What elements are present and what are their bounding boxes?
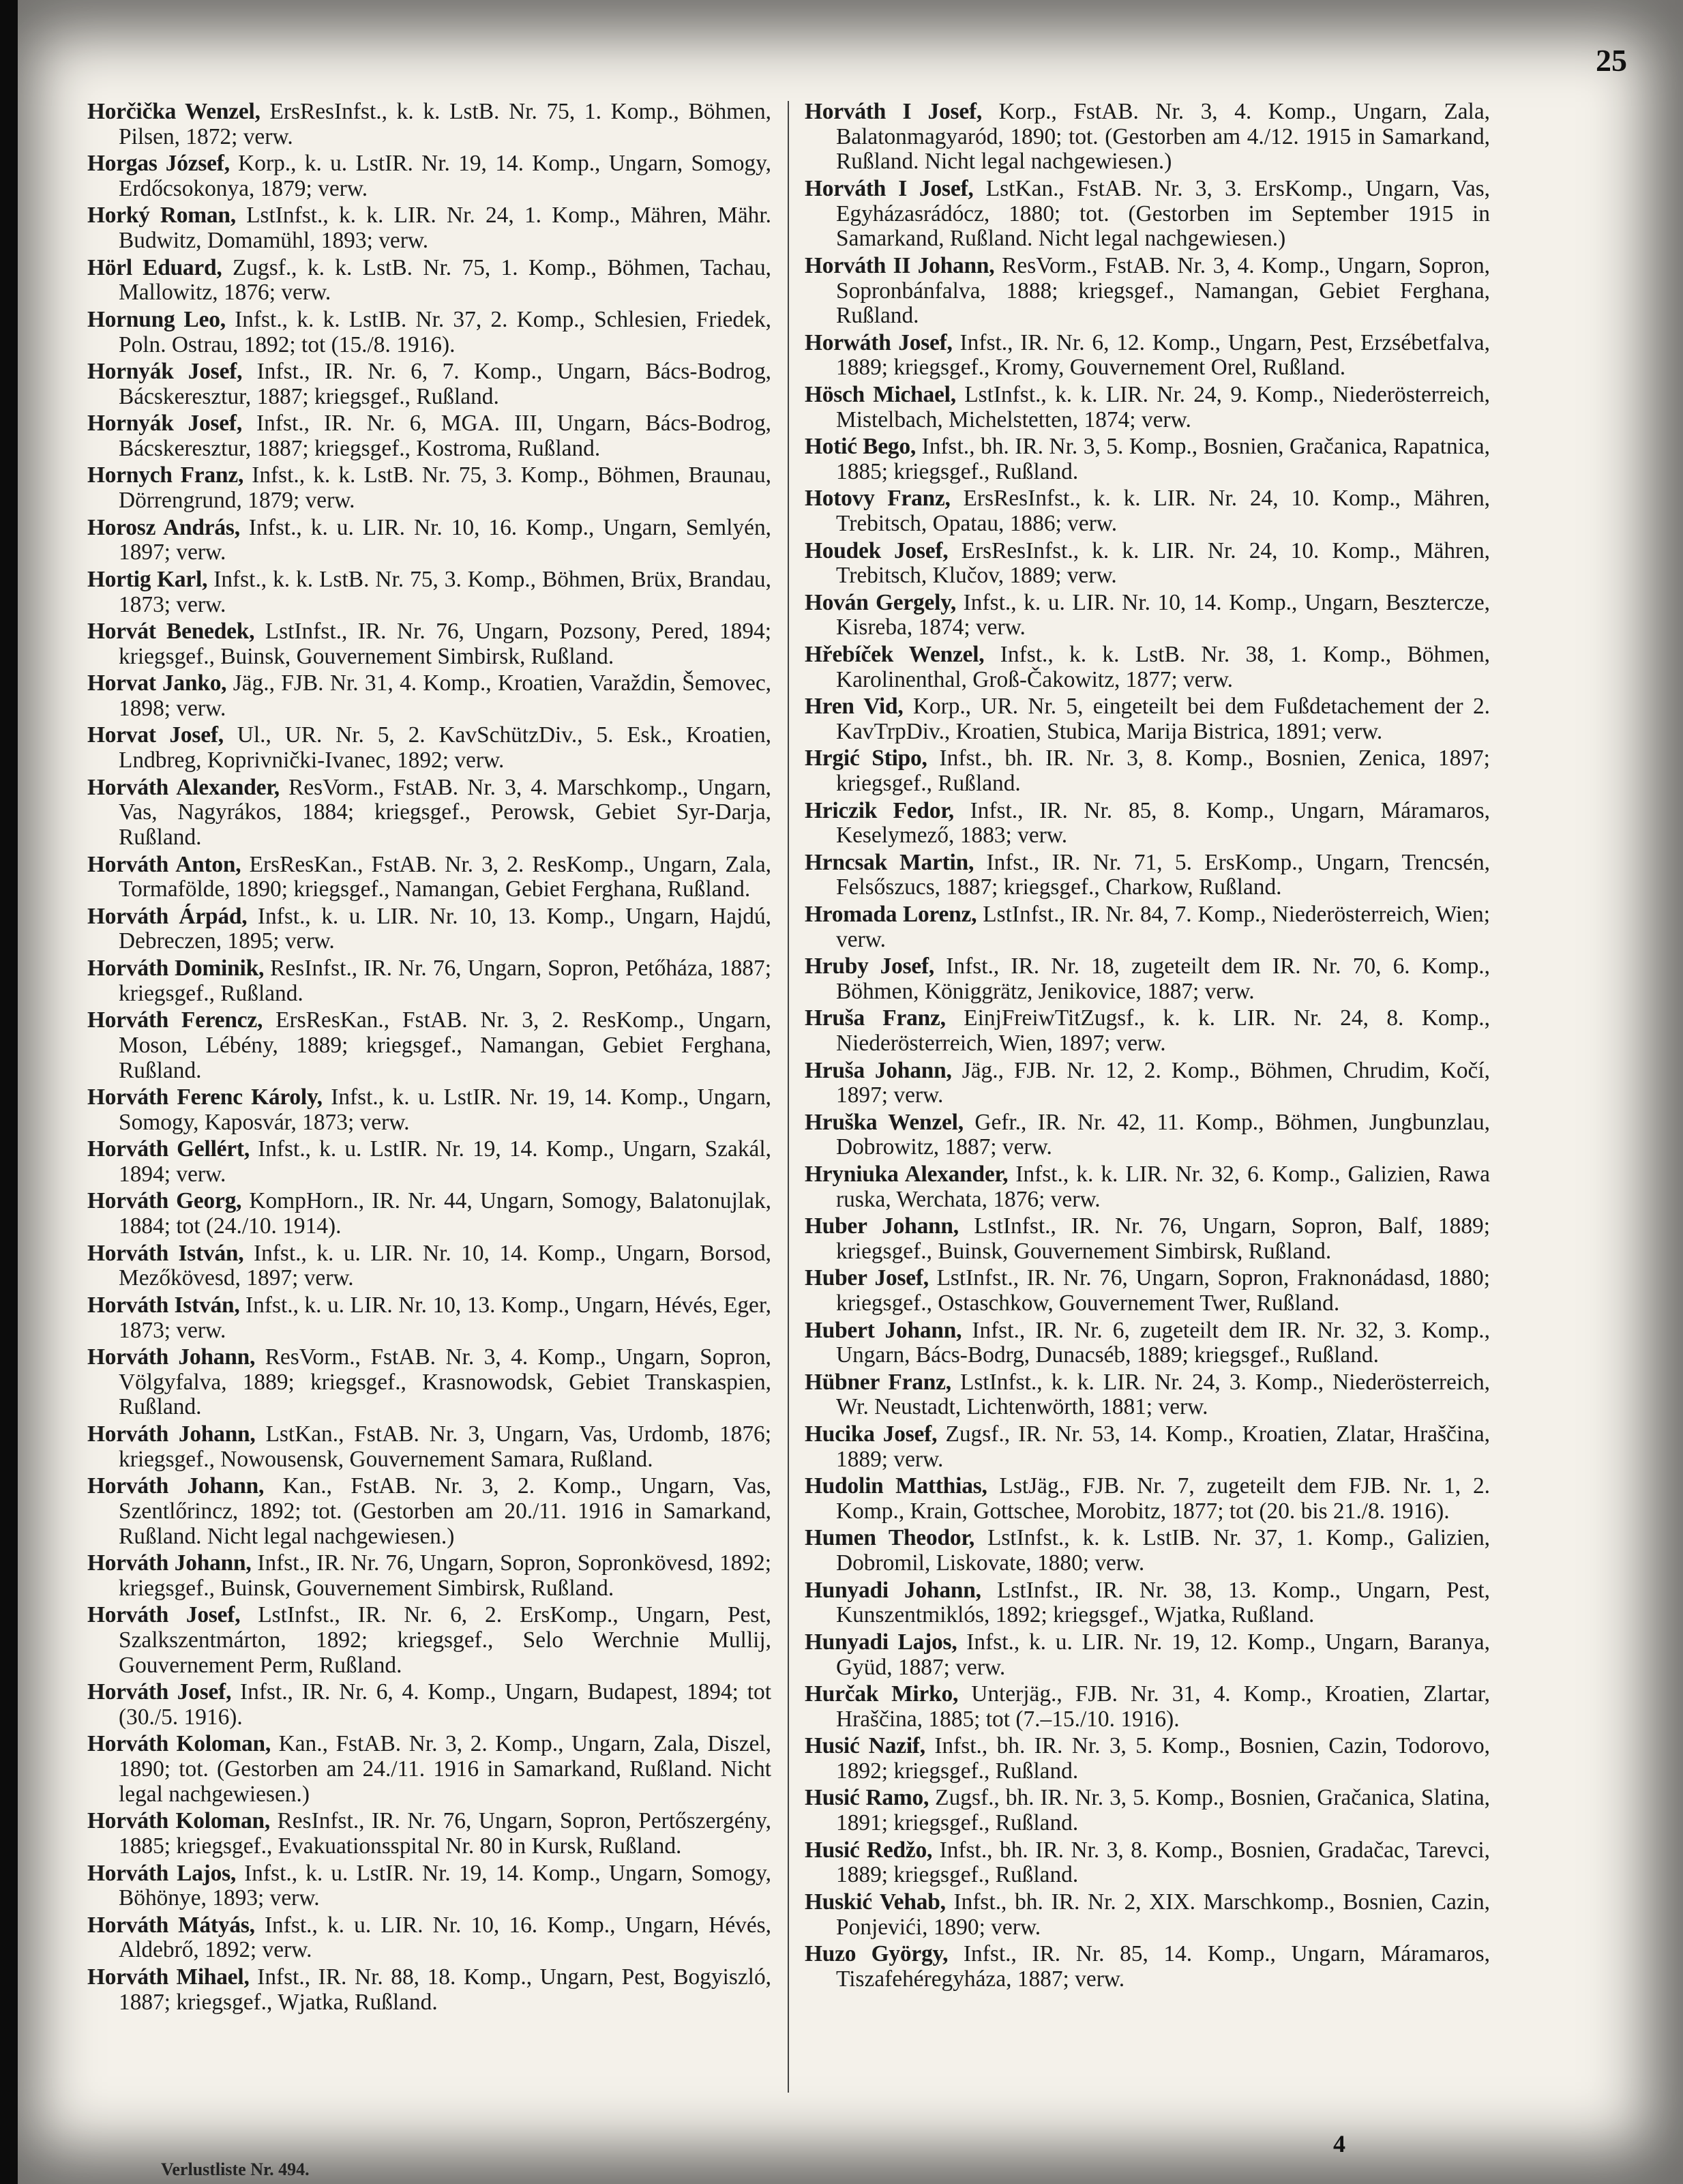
casualty-entry <box>805 1370 1490 1420</box>
casualty-entry <box>87 516 771 565</box>
entry-details: Korp., FstAB. Nr. 3, 4. Komp., Ungarn, Zala, Balatonmagyaród, 1890; tot. (Gestorben am 4./12. 1915 in Samarkand, Rußland. Nicht legal nachgewiesen.) <box>836 100 1490 175</box>
entry-name: Horvat Josef, <box>87 722 224 748</box>
entry-name: Hornyák Josef, <box>87 359 243 385</box>
casualty-entry <box>87 567 771 617</box>
entry-details: ErsResInfst., k. k. LstB. Nr. 75, 1. Komp., Böhmen, Pilsen, 1872; verw. <box>119 100 771 149</box>
casualty-entry <box>805 1110 1490 1160</box>
entry-details: Infst., IR. Nr. 6, 7. Komp., Ungarn, Bács-Bodrog, Bácskeresztur, 1887; kriegsgef., Rußland. <box>119 359 771 409</box>
entry-name: Hubert Johann, <box>805 1317 962 1343</box>
casualty-entry <box>805 851 1490 900</box>
casualty-entry <box>805 539 1490 589</box>
entry-details: Infst., k. u. LIR. Nr. 10, 13. Komp., Ungarn, Hévés, Eger, 1873; verw. <box>119 1292 771 1343</box>
casualty-entry <box>805 1578 1490 1628</box>
entry-details: ResVorm., FstAB. Nr. 3, 4. Komp., Ungarn, Sopron, Sopronbánfalva, 1888; kriegsgef., Namangan, Gebiet Ferghana, Rußland. <box>836 252 1490 329</box>
entry-details: EinjFreiwTitZugsf., k. k. LIR. Nr. 24, 8. Komp., Niederösterreich, Wien, 1897; verw. <box>836 1005 1490 1057</box>
entry-name: Horváth Ferencz, <box>87 1007 263 1033</box>
casualty-entry <box>87 904 771 954</box>
casualty-entry <box>805 1162 1490 1212</box>
casualty-entry <box>805 1474 1490 1524</box>
casualty-entry <box>87 256 771 306</box>
entry-details: Kan., FstAB. Nr. 3, 2. Komp., Ungarn, Zala, Diszel, 1890; tot. (Gestorben am 24./11. 1916 in Samarkand, Rußland. Nicht legal nachgewiesen.) <box>119 1731 771 1807</box>
entry-details: LstKan., FstAB. Nr. 3, Ungarn, Vas, Urdomb, 1876; kriegsgef., Nowousensk, Gouvernement Samara, Rußland. <box>119 1421 771 1472</box>
entry-details: Infst., k. u. LIR. Nr. 10, 14. Komp., Ungarn, Borsod, Mezőkövesd, 1897; verw. <box>119 1240 771 1291</box>
entry-details: ErsResKan., FstAB. Nr. 3, 2. ResKomp., Ungarn, Zala, Tormafölde, 1890; kriegsgef., Namangan, Gebiet Ferghana, Rußland. <box>119 851 771 902</box>
casualty-entry <box>805 254 1490 329</box>
entry-details: ErsResKan., FstAB. Nr. 3, 2. ResKomp., Ungarn, Moson, Lébény, 1889; kriegsgef., Namangan, Gebiet Ferghana, Rußland. <box>119 1007 771 1083</box>
entry-details: Infst., IR. Nr. 71, 5. ErsKomp., Ungarn, Trencsén, Felsőszucs, 1887; kriegsgef., Charkow, Rußland. <box>836 849 1490 900</box>
entry-name: Hudolin Matthias, <box>805 1473 987 1499</box>
casualty-entry <box>87 956 771 1006</box>
entry-name: Hryniuka Alexander, <box>805 1161 1009 1187</box>
entry-name: Husić Nazif, <box>805 1733 925 1759</box>
column-divider <box>788 101 789 2093</box>
entry-name: Horváth Mátyás, <box>87 1912 255 1938</box>
entry-name: Horváth Gellért, <box>87 1136 250 1162</box>
entry-name: Hornung Leo, <box>87 306 226 332</box>
entry-details: Infst., k. u. LstIR. Nr. 19, 14. Komp., Ungarn, Somogy, Kaposvár, 1873; verw. <box>119 1084 771 1135</box>
entry-name: Huber Josef, <box>805 1265 929 1291</box>
casualty-entry <box>805 486 1490 536</box>
entry-name: Houdek Josef, <box>805 537 949 563</box>
casualty-entry <box>87 619 771 669</box>
casualty-entry <box>805 591 1490 640</box>
casualty-entry <box>87 1293 771 1343</box>
entry-name: Horváth Johann, <box>87 1550 252 1576</box>
casualty-entry <box>805 799 1490 848</box>
entry-details: Infst., IR. Nr. 6, MGA. III, Ungarn, Bács-Bodrog, Bácskeresztur, 1887; kriegsgef., Kostroma, Rußland. <box>119 411 771 461</box>
casualty-entry <box>87 100 771 149</box>
entry-details: Infst., k. k. LstB. Nr. 75, 3. Komp., Böhmen, Brüx, Brandau, 1873; verw. <box>119 566 771 617</box>
entry-details: Infst., bh. IR. Nr. 2, XIX. Marschkomp., Bosnien, Cazin, Ponjevići, 1890; verw. <box>836 1889 1490 1940</box>
sheet-signature: 4 <box>1333 2130 1345 2157</box>
entry-name: Hřebíček Wenzel, <box>805 641 985 667</box>
entry-details: Kan., FstAB. Nr. 3, 2. Komp., Ungarn, Vas, Szentlőrincz, 1892; tot. (Gestorben am 20./11. 1916 in Samarkand, Rußland. Nicht legal nachgewiesen.) <box>119 1473 771 1549</box>
entry-name: Hruška Wenzel, <box>805 1109 964 1135</box>
entry-name: Hucika Josef, <box>805 1421 938 1447</box>
casualty-entry <box>87 853 771 902</box>
casualty-entry <box>805 694 1490 744</box>
entry-details: Jäg., FJB. Nr. 31, 4. Komp., Kroatien, Varaždin, Šemovec, 1898; verw. <box>119 670 771 721</box>
entry-name: Horváth Koloman, <box>87 1808 270 1834</box>
entry-details: LstInfst., IR. Nr. 76, Ungarn, Sopron, Balf, 1889; kriegsgef., Buinsk, Gouvernement Simbirsk, Rußland. <box>836 1213 1490 1264</box>
entry-details: Infst., IR. Nr. 85, 8. Komp., Ungarn, Máramaros, Keselymező, 1883; verw. <box>836 797 1490 848</box>
casualty-entry <box>87 463 771 513</box>
entry-name: Hübner Franz, <box>805 1369 951 1395</box>
casualty-entry <box>87 1241 771 1291</box>
casualty-entry <box>805 1838 1490 1888</box>
entry-details: Zugsf., k. k. LstB. Nr. 75, 1. Komp., Böhmen, Tachau, Mallowitz, 1876; verw. <box>119 254 771 306</box>
casualty-entry <box>805 100 1490 175</box>
entry-details: LstInfst., k. k. LstIB. Nr. 37, 1. Komp., Galizien, Dobromil, Liskovate, 1880; verw. <box>836 1525 1490 1576</box>
entry-name: Horváth Georg, <box>87 1188 242 1214</box>
entry-name: Huzo György, <box>805 1941 949 1967</box>
entry-name: Hruby Josef, <box>805 954 935 979</box>
casualty-entry <box>87 723 771 773</box>
scan-edge <box>0 0 18 2184</box>
entry-details: Infst., bh. IR. Nr. 3, 8. Komp., Bosnien, Zenica, 1897; kriegsgef., Rußland. <box>836 746 1490 797</box>
entry-details: KompHorn., IR. Nr. 44, Ungarn, Somogy, Balatonujlak, 1884; tot (24./10. 1914). <box>119 1188 771 1239</box>
entry-details: Infst., IR. Nr. 85, 14. Komp., Ungarn, Máramaros, Tiszafehéregyháza, 1887; verw. <box>836 1941 1490 1992</box>
entry-name: Horgas József, <box>87 151 230 177</box>
entry-details: Ul., UR. Nr. 5, 2. KavSchützDiv., 5. Esk., Kroatien, Lndbreg, Koprivnički-Ivanec, 1892; verw. <box>119 722 771 773</box>
casualty-entry <box>87 671 771 721</box>
entry-details: LstInfst., IR. Nr. 38, 13. Komp., Ungarn, Pest, Kunszentmiklós, 1892; kriegsgef., Wjatka, Rußland. <box>836 1577 1490 1628</box>
entry-name: Hotovy Franz, <box>805 486 951 512</box>
entry-details: Infst., k. u. LIR. Nr. 19, 12. Komp., Ungarn, Baranya, Gyüd, 1887; verw. <box>836 1629 1490 1680</box>
casualty-entry <box>87 1189 771 1239</box>
entry-details: Zugsf., IR. Nr. 53, 14. Komp., Kroatien, Zlatar, Hraščina, 1889; verw. <box>836 1421 1490 1472</box>
entry-name: Hriczik Fedor, <box>805 797 954 823</box>
casualty-entry <box>87 1913 771 1963</box>
casualty-entry <box>805 383 1490 432</box>
entry-name: Horváth Mihael, <box>87 1964 250 1990</box>
entry-details: LstInfst., IR. Nr. 84, 7. Komp., Niederösterreich, Wien; verw. <box>836 901 1490 952</box>
casualty-entry <box>805 177 1490 252</box>
entry-details: Infst., k. k. LstIB. Nr. 37, 2. Komp., Schlesien, Friedek, Poln. Ostrau, 1892; tot (15./8. 1916). <box>119 306 771 357</box>
entry-name: Huber Johann, <box>805 1213 959 1239</box>
entry-details: LstInfst., IR. Nr. 76, Ungarn, Sopron, Fraknonádasd, 1880; kriegsgef., Ostaschkow, Gouvernement Twer, Rußland. <box>836 1265 1490 1316</box>
entry-details: ErsResInfst., k. k. LIR. Nr. 24, 10. Komp., Mähren, Trebitsch, Opatau, 1886; verw. <box>836 486 1490 537</box>
casualty-entry <box>87 1474 771 1549</box>
casualty-entry <box>805 1890 1490 1940</box>
casualty-entry <box>87 1861 771 1911</box>
entry-details: Infst., k. u. LstIR. Nr. 19, 14. Komp., Ungarn, Szakál, 1894; verw. <box>119 1136 771 1187</box>
entry-name: Hren Vid, <box>805 694 904 720</box>
casualty-entry <box>805 1059 1490 1108</box>
entry-name: Horváth Árpád, <box>87 903 248 929</box>
entry-name: Horváth Dominik, <box>87 955 265 981</box>
entry-name: Hunyadi Lajos, <box>805 1629 957 1655</box>
entry-name: Horváth Josef, <box>87 1679 232 1705</box>
casualty-entry <box>87 359 771 409</box>
entry-details: Infst., IR. Nr. 18, zugeteilt dem IR. Nr. 70, 6. Komp., Böhmen, Königgrätz, Jenikovice, 1887; verw. <box>836 954 1490 1004</box>
casualty-entry <box>805 643 1490 692</box>
entry-details: Infst., k. u. LIR. Nr. 10, 13. Komp., Ungarn, Hajdú, Debreczen, 1895; verw. <box>119 903 771 954</box>
entry-name: Hornych Franz, <box>87 462 244 488</box>
entry-name: Hunyadi Johann, <box>805 1577 981 1603</box>
entry-details: Infst., k. k. LIR. Nr. 32, 6. Komp., Galizien, Rawa ruska, Werchata, 1876; verw. <box>836 1161 1490 1212</box>
entry-name: Horváth Johann, <box>87 1344 256 1370</box>
entry-details: Infst., IR. Nr. 76, Ungarn, Sopron, Sopronkövesd, 1892; kriegsgef., Buinsk, Gouvernement Simbirsk, Rußland. <box>119 1550 771 1601</box>
entry-details: Infst., k. k. LstB. Nr. 38, 1. Komp., Böhmen, Karolinenthal, Groß-Čakowitz, 1877; verw. <box>836 641 1490 692</box>
casualty-entry <box>87 308 771 357</box>
entry-name: Horváth Ferenc Károly, <box>87 1084 323 1110</box>
casualty-entry <box>805 1526 1490 1576</box>
entry-details: LstInfst., IR. Nr. 6, 2. ErsKomp., Ungarn, Pest, Szalkszentmárton, 1892; kriegsgef., Selo Werchnie Mullij, Gouvernement Perm, Rußland. <box>119 1602 771 1678</box>
casualty-entry <box>87 1422 771 1472</box>
entry-name: Horváth Lajos, <box>87 1860 237 1886</box>
entry-details: Infst., bh. IR. Nr. 3, 5. Komp., Bosnien, Cazin, Todorovo, 1892; kriegsgef., Rußland. <box>836 1733 1490 1784</box>
entry-name: Horváth István, <box>87 1240 244 1266</box>
entry-name: Hösch Michael, <box>805 381 956 407</box>
entry-details: Infst., k. u. LIR. Nr. 10, 16. Komp., Ungarn, Hévés, Aldebrő, 1892; verw. <box>119 1912 771 1963</box>
entry-name: Hortig Karl, <box>87 566 208 592</box>
entry-details: Infst., bh. IR. Nr. 3, 5. Komp., Bosnien, Gračanica, Rapatnica, 1885; kriegsgef., Rußland. <box>836 434 1490 484</box>
entry-name: Humen Theodor, <box>805 1525 975 1551</box>
entry-details: LstJäg., FJB. Nr. 7, zugeteilt dem FJB. Nr. 1, 2. Komp., Krain, Gottschee, Morobitz, 1877; tot (20. bis 21./8. 1916). <box>836 1473 1490 1524</box>
entry-name: Horváth I Josef, <box>805 175 974 201</box>
entry-name: Husić Redžo, <box>805 1837 933 1863</box>
right-column <box>805 100 1490 2122</box>
entry-name: Horváth Johann, <box>87 1421 256 1447</box>
entry-details: Infst., IR. Nr. 6, 12. Komp., Ungarn, Pest, Erzsébetfalva, 1889; kriegsgef., Kromy, Gouvernement Orel, Rußland. <box>836 329 1490 381</box>
entry-details: Infst., k. u. LstIR. Nr. 19, 14. Komp., Ungarn, Somogy, Böhönye, 1893; verw. <box>119 1860 771 1911</box>
entry-details: Korp., k. u. LstIR. Nr. 19, 14. Komp., Ungarn, Somogy, Erdőcsokonya, 1879; verw. <box>119 151 771 201</box>
entry-name: Hruša Johann, <box>805 1057 952 1083</box>
entry-name: Horvat Janko, <box>87 670 227 696</box>
casualty-entry <box>87 151 771 201</box>
casualty-entry <box>87 1085 771 1135</box>
entry-name: Horváth Anton, <box>87 851 241 877</box>
casualty-entry <box>87 1137 771 1187</box>
entry-details: Korp., UR. Nr. 5, eingeteilt bei dem Fußdetachement der 2. KavTrpDiv., Kroatien, Stubica, Marija Bistrica, 1891; verw. <box>836 694 1490 744</box>
casualty-entry <box>87 1345 771 1420</box>
entry-name: Horváth II Johann, <box>805 252 995 278</box>
casualty-entry <box>87 203 771 253</box>
entry-details: ResVorm., FstAB. Nr. 3, 4. Komp., Ungarn, Sopron, Völgyfalva, 1889; kriegsgef., Krasnowodsk, Gebiet Transkaspien, Rußland. <box>119 1344 771 1420</box>
entry-name: Hotić Bego, <box>805 434 917 460</box>
entry-name: Horvát Benedek, <box>87 619 255 645</box>
casualty-entry <box>805 1214 1490 1264</box>
entry-name: Horký Roman, <box>87 203 236 228</box>
entry-details: LstInfst., k. k. LIR. Nr. 24, 3. Komp., Niederösterreich, Wr. Neustadt, Lichtenwörth, 1881; verw. <box>836 1369 1490 1420</box>
entry-details: ErsResInfst., k. k. LIR. Nr. 24, 10. Komp., Mähren, Trebitsch, Klučov, 1889; verw. <box>836 537 1490 589</box>
casualty-entry <box>805 1682 1490 1732</box>
entry-details: ResVorm., FstAB. Nr. 3, 4. Marschkomp., Ungarn, Vas, Nagyrákos, 1884; kriegsgef., Perowsk, Gebiet Syr-Darja, Rußland. <box>119 774 771 851</box>
casualty-entry <box>805 331 1490 381</box>
left-column <box>87 100 771 2122</box>
entry-name: Huskić Vehab, <box>805 1889 946 1915</box>
entry-name: Hován Gergely, <box>805 589 957 615</box>
entry-name: Hruša Franz, <box>805 1005 946 1031</box>
casualty-entry <box>805 1318 1490 1368</box>
casualty-entry <box>87 1008 771 1083</box>
entry-name: Horváth Johann, <box>87 1473 265 1499</box>
casualty-entry <box>805 1630 1490 1680</box>
entry-name: Horosz András, <box>87 514 240 540</box>
casualty-entry <box>87 1732 771 1807</box>
entry-details: Infst., k. u. LIR. Nr. 10, 16. Komp., Ungarn, Semlyén, 1897; verw. <box>119 514 771 565</box>
entry-details: ResInfst., IR. Nr. 76, Ungarn, Sopron, Pertőszergény, 1885; kriegsgef., Evakuationsspital Nr. 80 in Kursk, Rußland. <box>119 1808 771 1859</box>
casualty-entry <box>805 1786 1490 1835</box>
entry-name: Horčička Wenzel, <box>87 100 260 124</box>
entry-details: Infst., k. u. LIR. Nr. 10, 14. Komp., Ungarn, Besztercze, Kisreba, 1874; verw. <box>836 589 1490 640</box>
casualty-entry <box>87 1965 771 2015</box>
casualty-entry <box>805 954 1490 1004</box>
casualty-entry <box>805 746 1490 796</box>
entry-name: Horváth I Josef, <box>805 100 983 124</box>
list-label: Verlustliste Nr. 494. <box>161 2159 310 2179</box>
casualty-entry <box>805 1942 1490 1992</box>
entry-details: LstInfst., k. k. LIR. Nr. 24, 1. Komp., Mähren, Mähr. Budwitz, Domamühl, 1893; verw. <box>119 203 771 254</box>
entry-details: Gefr., IR. Nr. 42, 11. Komp., Böhmen, Jungbunzlau, Dobrowitz, 1887; verw. <box>836 1109 1490 1160</box>
entry-details: Infst., IR. Nr. 6, zugeteilt dem IR. Nr. 32, 3. Komp., Ungarn, Bács-Bodrg, Dunacséb, 1889; kriegsgef., Rußland. <box>836 1317 1490 1368</box>
entry-details: Jäg., FJB. Nr. 12, 2. Komp., Böhmen, Chrudim, Kočí, 1897; verw. <box>836 1057 1490 1108</box>
casualty-entry <box>805 434 1490 484</box>
entry-name: Horváth István, <box>87 1292 240 1318</box>
entry-name: Hrncsak Martin, <box>805 849 974 875</box>
entry-name: Horváth Koloman, <box>87 1731 271 1757</box>
casualty-entry <box>87 1680 771 1730</box>
entry-details: Zugsf., bh. IR. Nr. 3, 5. Komp., Bosnien, Gračanica, Slatina, 1891; kriegsgef., Rußland. <box>836 1785 1490 1836</box>
entry-details: Infst., IR. Nr. 6, 4. Komp., Ungarn, Budapest, 1894; tot (30./5. 1916). <box>119 1679 771 1730</box>
entry-details: Infst., bh. IR. Nr. 3, 8. Komp., Bosnien, Gradačac, Tarevci, 1889; kriegsgef., Rußland. <box>836 1837 1490 1888</box>
entry-details: Infst., k. k. LstB. Nr. 75, 3. Komp., Böhmen, Braunau, Dörrengrund, 1879; verw. <box>119 462 771 514</box>
entry-details: ResInfst., IR. Nr. 76, Ungarn, Sopron, Petőháza, 1887; kriegsgef., Rußland. <box>119 955 771 1006</box>
entry-name: Hörl Eduard, <box>87 254 222 280</box>
entry-name: Hornyák Josef, <box>87 411 242 437</box>
casualty-entry <box>805 902 1490 952</box>
casualty-entry <box>87 776 771 851</box>
casualty-entry <box>805 1266 1490 1316</box>
casualty-entry <box>805 1422 1490 1472</box>
entry-details: Unterjäg., FJB. Nr. 31, 4. Komp., Kroatien, Zlartar, Hraščina, 1885; tot (7.–15./10. 1916). <box>836 1681 1490 1732</box>
entry-name: Horváth Alexander, <box>87 774 280 800</box>
casualty-entry <box>805 1006 1490 1056</box>
page-number: 25 <box>1596 43 1627 78</box>
casualty-entry <box>87 411 771 461</box>
casualty-entry <box>87 1809 771 1859</box>
entry-name: Hromada Lorenz, <box>805 901 977 927</box>
casualty-entry <box>87 1551 771 1601</box>
entry-name: Hrgić Stipo, <box>805 746 927 771</box>
entry-details: LstKan., FstAB. Nr. 3, 3. ErsKomp., Ungarn, Vas, Egyházasrádócz, 1880; tot. (Gestorben im September 1915 in Samarkand, Rußland. Nicht legal nachgewiesen.) <box>836 175 1490 252</box>
entry-details: Infst., IR. Nr. 88, 18. Komp., Ungarn, Pest, Bogyiszló, 1887; kriegsgef., Wjatka, Rußland. <box>119 1964 771 2015</box>
entry-name: Hurčak Mirko, <box>805 1681 959 1707</box>
entry-details: LstInfst., k. k. LIR. Nr. 24, 9. Komp., Niederösterreich, Mistelbach, Michelstetten, 1874; verw. <box>836 381 1490 432</box>
casualty-entry <box>805 1734 1490 1784</box>
entry-name: Horwáth Josef, <box>805 329 953 355</box>
entry-details: LstInfst., IR. Nr. 76, Ungarn, Pozsony, Pered, 1894; kriegsgef., Buinsk, Gouvernement Simbirsk, Rußland. <box>119 619 771 669</box>
entry-name: Horváth Josef, <box>87 1602 241 1628</box>
entry-name: Husić Ramo, <box>805 1785 929 1811</box>
casualty-entry <box>87 1603 771 1678</box>
